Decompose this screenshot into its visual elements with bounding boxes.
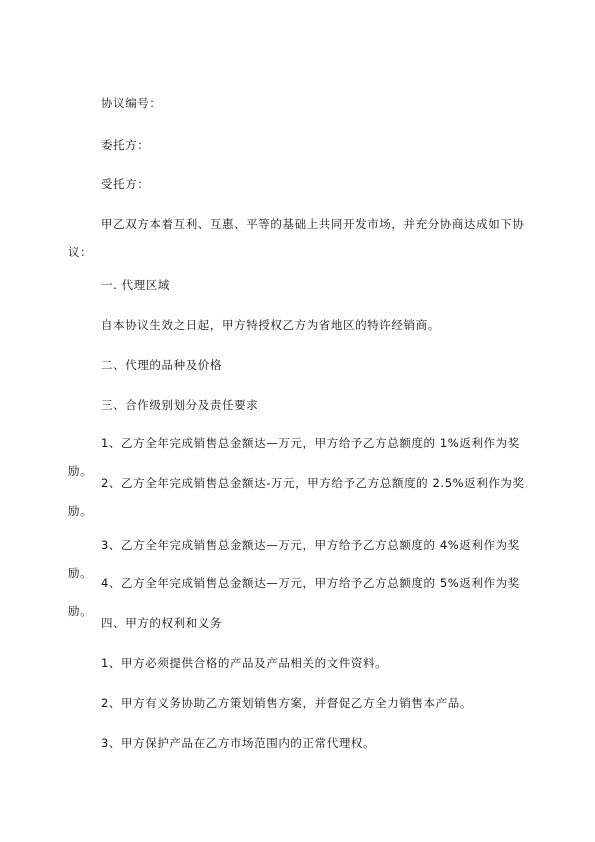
section-1-body: 自本协议生效之日起，甲方特授权乙方为省地区的特许经销商。: [101, 318, 440, 332]
section-4-item: 3、甲方保护产品在乙方市场范围内的正常代理权。: [101, 736, 376, 750]
section-3-item: 1、乙方全年完成销售总金额达—万元，甲方给予乙方总额度的 1%返利作为奖励。: [68, 436, 520, 478]
section-3-item: 3、乙方全年完成销售总金额达—万元，甲方给予乙方总额度的 4%返利作为奖励。: [68, 538, 520, 580]
principal-label: 委托方：: [101, 138, 150, 152]
agent-label: 受托方：: [101, 177, 150, 191]
section-1-title: 一. 代理区域: [101, 278, 171, 292]
section-3-title: 三、合作级别划分及责任要求: [101, 398, 259, 412]
agreement-number-label: 协议编号：: [101, 96, 162, 110]
section-4-item: 2、甲方有义务协助乙方策划销售方案，并督促乙方全力销售本产品。: [101, 696, 472, 710]
section-3-item: 4、乙方全年完成销售总金额达—万元，甲方给予乙方总额度的 5%返利作为奖励。: [68, 576, 520, 618]
section-4-item: 1、甲方必须提供合格的产品及产品相关的文件资料。: [101, 656, 388, 670]
section-2-title: 二、代理的品种及价格: [101, 358, 222, 372]
section-4-title: 四、甲方的权利和义务: [101, 616, 222, 630]
preamble-paragraph: 甲乙双方本着互利、互惠、平等的基础上共同开发市场，并充分协商达成如下协议：: [68, 217, 525, 259]
section-3-item: 2、乙方全年完成销售总金额达-万元，甲方给予乙方总额度的 2.5%返利作为奖励。: [68, 476, 525, 518]
